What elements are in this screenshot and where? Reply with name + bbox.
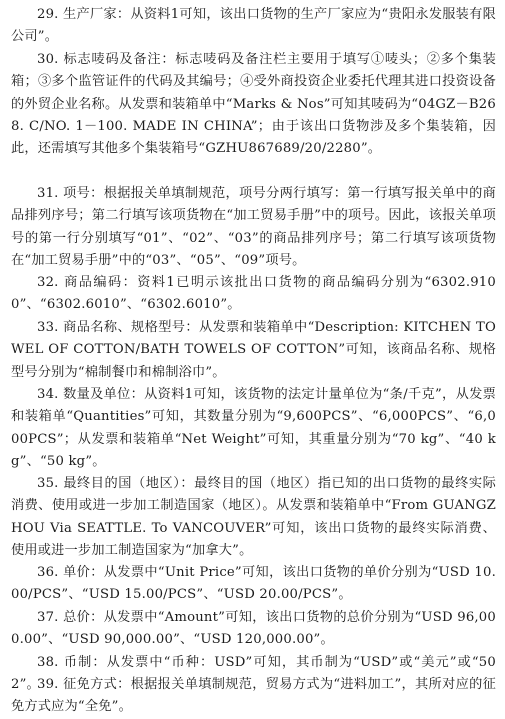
paragraph-35: 35. 最终目的国（地区）：最终目的国（地区）指已知的出口货物的最终实际消费、使用或进一步加工制造国家（地区）。从发票和装箱单中“From GUANGZHOU Via SEATTLE. To VANCOUVER”可知，该出口货物的最终实际消费、使用或进一步加工制造国家为“加拿大”。 — [11, 476, 496, 558]
paragraph-29: 29. 生产厂家：从资料1可知，该出口货物的生产厂家应为“贵阳永发服装有限公司”。 — [11, 7, 496, 45]
paragraph-36: 36. 单价：从发票中“Unit Price”可知，该出口货物的单价分别为“USD 10.00/PCS”、“USD 15.00/PCS”、“USD 20.00/PCS”。 — [11, 565, 496, 603]
paragraph-33: 33. 商品名称、规格型号：从发票和装箱单中“Description: KITCHEN TOWEL OF COTTON/BATH TOWELS OF COTTON”可知，该商品名称、规格型号分别为“棉制餐巾和棉制浴巾”。 — [11, 320, 496, 380]
paragraph-30: 30. 标志唛码及备注：标志唛码及备注栏主要用于填写①唛头；②多个集装箱；③多个监管证件的代码及其编号；④受外商投资企业委托代理其进口投资设备的外贸企业名称。从发票和装箱单中“Marks & Nos”可知其唛码为“04GZ－B268. C/NO. 1－100. MADE IN CHINA”；由于该出口货物涉及多个集装箱，因此，还需填写其他多个集装箱号“GZHU867689/20/2280”。 — [11, 52, 496, 157]
paragraph-32: 32. 商品编码：资料1已明示该批出口货物的商品编码分别为“6302.9100”、“6302.6010”、“6302.6010”。 — [11, 275, 496, 313]
paragraph-37: 37. 总价：从发票中“Amount”可知，该出口货物的总价分别为“USD 96,000.00”、“USD 90,000.00”、“USD 120,000.00”。 — [11, 610, 496, 648]
paragraph-38: 38. 币制：从发票中“币种：USD”可知，其币制为“USD”或“美元”或“502”。 — [11, 655, 496, 693]
paragraph-34: 34. 数量及单位：从资料1可知，该货物的法定计量单位为“条/千克”，从发票和装箱单“Quantities”可知，其数量分别为“9,600PCS”、“6,000PCS”、“6,000PCS”；从发票和装箱单“Net Weight”可知，其重量分别为“70 kg”、“40 kg”、“50 kg”。 — [11, 387, 496, 469]
paragraph-39: 39. 征免方式：根据报关单填制规范，贸易方式为“进料加工”，其所对应的征免方式应为“全免”。 — [11, 677, 496, 715]
paragraph-31: 31. 项号：根据报关单填制规范，项号分两行填写：第一行填写报关单中的商品排列序号；第二行填写该项货物在“加工贸易手册”中的项号。因此，该报关单项号的第一行分别填写“01”、“02”、“03”的商品排列序号；第二行填写该项货物在“加工贸易手册”中的“03”、“05”、“09”项号。 — [11, 186, 496, 268]
